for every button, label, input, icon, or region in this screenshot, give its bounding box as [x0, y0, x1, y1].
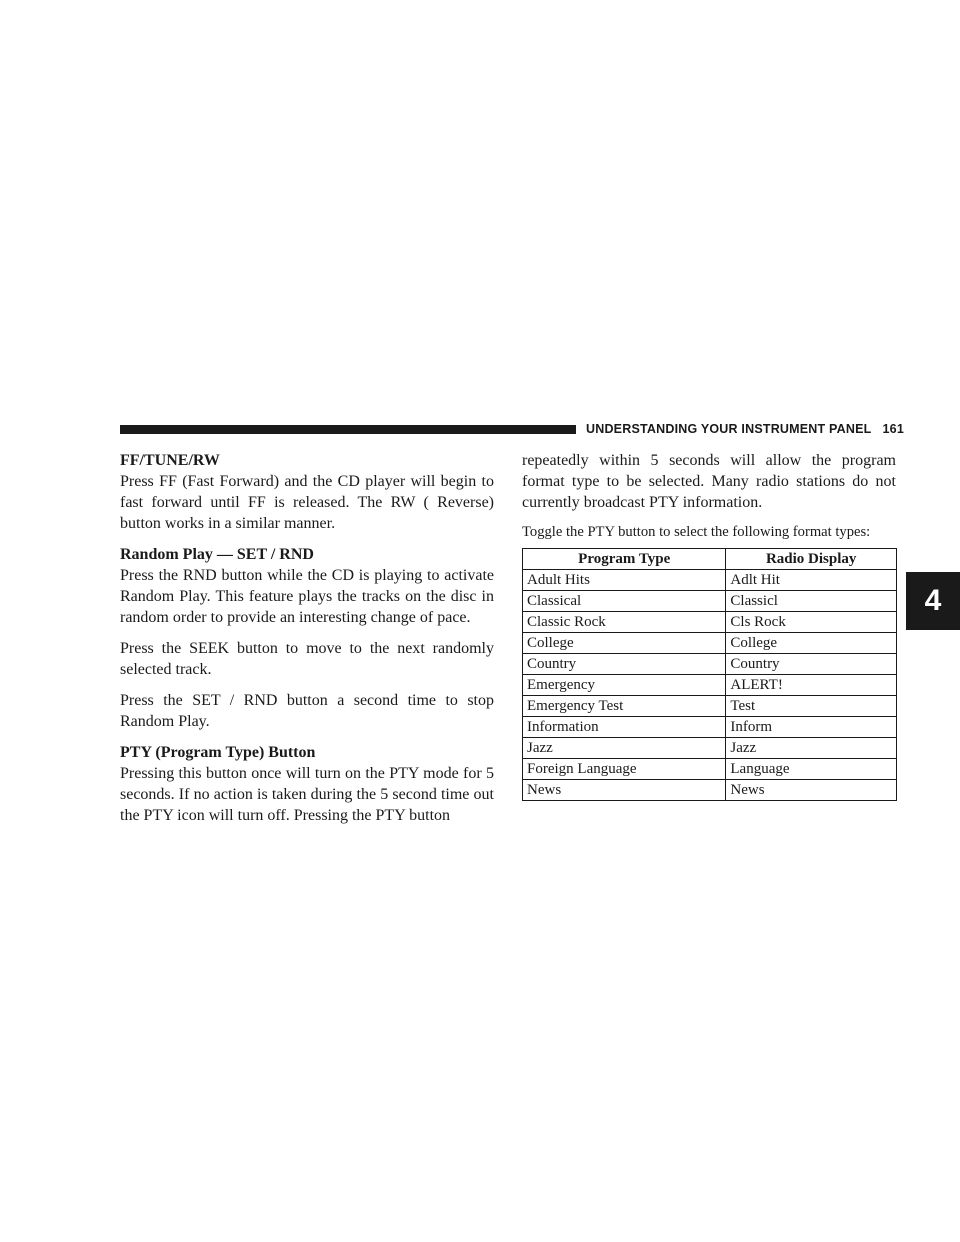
column-header-program-type: Program Type — [523, 549, 726, 570]
table-row — [523, 654, 897, 675]
right-column — [522, 450, 896, 801]
program-type-cell: Emergency Test — [523, 696, 726, 717]
paragraph: Press the SET / RND button a second time to stop Random Play. — [120, 692, 494, 730]
table-header-row — [523, 549, 897, 570]
program-type-cell: Classical — [523, 591, 726, 612]
radio-display-cell: Adlt Hit — [726, 570, 897, 591]
table-row — [523, 570, 897, 591]
header-rule — [120, 425, 576, 434]
column-header-radio-display: Radio Display — [726, 549, 897, 570]
table-row — [523, 591, 897, 612]
paragraph: Press FF (Fast Forward) and the CD player will begin to fast forward until FF is released. The RW ( Reverse) button works in a similar manner. — [120, 473, 494, 532]
table-intro: Toggle the PTY button to select the following format types: — [522, 524, 871, 540]
table-row — [523, 717, 897, 738]
radio-display-cell: ALERT! — [726, 675, 897, 696]
section-title-pty-button: PTY (Program Type) Button — [120, 744, 316, 761]
program-type-cell: Information — [523, 717, 726, 738]
running-header — [586, 422, 904, 436]
program-type-cell: Emergency — [523, 675, 726, 696]
radio-display-cell: Cls Rock — [726, 612, 897, 633]
program-type-cell: Jazz — [523, 738, 726, 759]
program-type-cell: Adult Hits — [523, 570, 726, 591]
program-type-cell: College — [523, 633, 726, 654]
table-row — [523, 780, 897, 801]
pty-format-table — [522, 548, 897, 801]
paragraph: repeatedly within 5 seconds will allow the program format type to be selected. Many radio stations do not currently broadcast PTY information. — [522, 452, 896, 511]
paragraph: Pressing this button once will turn on the PTY mode for 5 seconds. If no action is taken during the 5 second time out the PTY icon will turn off. Pressing the PTY button — [120, 765, 494, 824]
header-title: UNDERSTANDING YOUR INSTRUMENT PANEL — [586, 422, 872, 436]
program-type-cell: Foreign Language — [523, 759, 726, 780]
section-title-random-play: Random Play — SET / RND — [120, 546, 314, 563]
program-type-cell: Classic Rock — [523, 612, 726, 633]
radio-display-cell: Test — [726, 696, 897, 717]
table-row — [523, 612, 897, 633]
radio-display-cell: College — [726, 633, 897, 654]
section-title-ff-tune-rw: FF/TUNE/RW — [120, 452, 220, 469]
page-number: 161 — [882, 422, 904, 436]
radio-display-cell: Classicl — [726, 591, 897, 612]
chapter-tab: 4 — [906, 572, 960, 630]
program-type-cell: News — [523, 780, 726, 801]
table-row — [523, 675, 897, 696]
radio-display-cell: Language — [726, 759, 897, 780]
radio-display-cell: Inform — [726, 717, 897, 738]
table-row — [523, 738, 897, 759]
radio-display-cell: Jazz — [726, 738, 897, 759]
table-row — [523, 633, 897, 654]
program-type-cell: Country — [523, 654, 726, 675]
radio-display-cell: News — [726, 780, 897, 801]
paragraph: Press the SEEK button to move to the next randomly selected track. — [120, 640, 494, 678]
paragraph: Press the RND button while the CD is playing to activate Random Play. This feature plays the tracks on the disc in random order to provide an interesting change of pace. — [120, 567, 494, 626]
radio-display-cell: Country — [726, 654, 897, 675]
table-row — [523, 696, 897, 717]
table-row — [523, 759, 897, 780]
left-column — [120, 450, 494, 836]
